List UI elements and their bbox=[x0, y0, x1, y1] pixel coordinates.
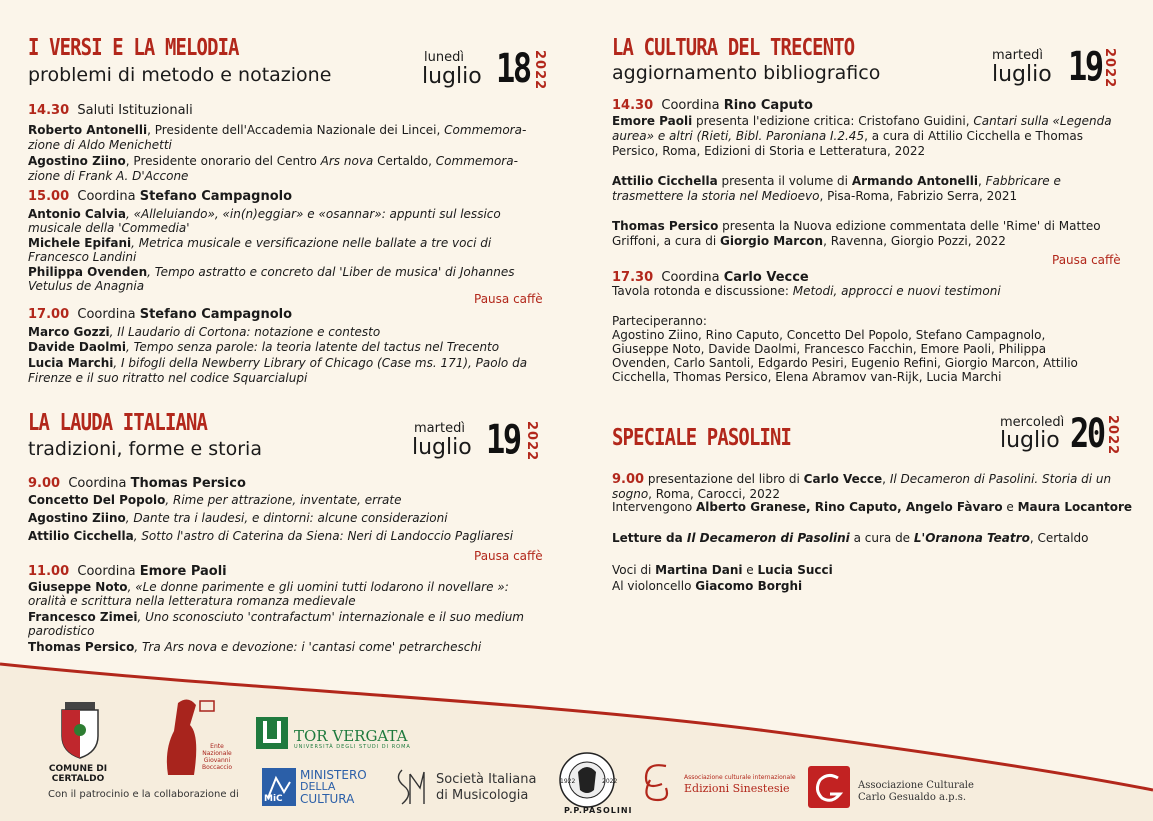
talk: Thomas Persico presenta la Nuova edizione commentata delle 'Rime' di Matteo bbox=[612, 219, 1101, 233]
month: luglio bbox=[422, 64, 482, 89]
gesualdo-line1: Associazione Culturale bbox=[858, 780, 974, 791]
gesualdo-line2: Carlo Gesualdo a.p.s. bbox=[858, 792, 967, 803]
shield-icon bbox=[50, 700, 110, 760]
talk-cont: parodistico bbox=[28, 624, 95, 638]
ente-boccaccio-logo bbox=[160, 695, 240, 780]
mic-label: MiC bbox=[264, 794, 283, 804]
weekday: lunedì bbox=[424, 50, 464, 65]
session-header: 17.00 Coordina Stefano Campagnolo bbox=[28, 307, 293, 322]
section-subtitle: problemi di metodo e notazione bbox=[28, 64, 332, 86]
ente-label: Ente Nazionale Giovanni Boccaccio bbox=[202, 743, 232, 771]
talk: Antonio Calvia, «Alleluiando», «in(n)eggiar» e «osannar»: appunti sul lessico bbox=[28, 207, 501, 221]
weekday: martedì bbox=[992, 48, 1043, 63]
sim-line1: Società Italiana bbox=[436, 772, 537, 787]
voices: Voci di Martina Dani e Lucia Succi bbox=[612, 563, 833, 577]
talk: Attilio Cicchella presenta il volume di Armando Antonelli, Fabbricare e bbox=[612, 174, 1061, 188]
talk: Concetto Del Popolo, Rime per attrazione, inventate, errate bbox=[28, 493, 402, 507]
section-subtitle: aggiornamento bibliografico bbox=[612, 62, 881, 84]
talk: Giuseppe Noto, «Le donne parimente e gli uomini tutti lodarono il novellare »: bbox=[28, 580, 509, 594]
section-title: LA CULTURA DEL TRECENTO bbox=[612, 35, 855, 61]
day-number: 19 bbox=[1068, 44, 1102, 90]
participants-line: Agostino Ziino, Rino Caputo, Concetto Del Popolo, Stefano Campagnolo, bbox=[612, 328, 1046, 342]
coffee-break: Pausa caffè bbox=[474, 549, 543, 563]
section-title: SPECIALE PASOLINI bbox=[612, 425, 792, 451]
talk-cont: Vetulus de Anagnia bbox=[28, 279, 145, 293]
talk-cont: trasmettere la storia nel Medioevo, Pisa-Roma, Fabrizio Serra, 2021 bbox=[612, 189, 1018, 203]
talk: Roberto Antonelli, Presidente dell'Accademia Nazionale dei Lincei, Commemora- bbox=[28, 123, 527, 137]
participants-line: Ovenden, Carlo Santoli, Edgardo Pesiri, Eugenio Refini, Giorgio Marcon, Attilio bbox=[612, 356, 1078, 370]
year: 2022 bbox=[524, 421, 539, 462]
talk-cont: aurea» e altri (Rieti, Bibl. Paroniana I.2.45, a cura di Attilio Cicchella e Thomas bbox=[612, 129, 1084, 143]
talk: Francesco Zimei, Uno sconosciuto 'contrafactum' internazionale e il suo medium bbox=[28, 610, 524, 624]
ministero-line2: DELLA bbox=[300, 780, 336, 793]
coffee-break: Pausa caffè bbox=[1052, 253, 1121, 267]
month: luglio bbox=[412, 435, 472, 460]
talk: Attilio Cicchella, Sotto l'astro di Caterina da Siena: Neri di Landoccio Pagliaresi bbox=[28, 529, 514, 543]
month: luglio bbox=[1000, 428, 1060, 453]
reading: Letture da Il Decameron di Pasolini a cura de L'Oranona Teatro, Certaldo bbox=[612, 531, 1089, 545]
talk-cont: Tavola rotonda e discussione: Metodi, approcci e nuovi testimoni bbox=[612, 284, 1001, 298]
talk: Lucia Marchi, I bifogli della Newberry Library of Chicago (Case ms. 171), Paolo da bbox=[28, 356, 528, 370]
session-header: 11.00 Coordina Emore Paoli bbox=[28, 564, 227, 579]
day-number: 20 bbox=[1070, 411, 1104, 457]
coffee-break: Pausa caffè bbox=[474, 292, 543, 306]
ministero-line3: CULTURA bbox=[300, 792, 355, 806]
pasolini-logo bbox=[552, 750, 633, 816]
sinestesie-line1: Associazione culturale internazionale bbox=[684, 774, 796, 781]
pasolini-label: P.P.PASOLINI bbox=[564, 806, 633, 815]
talk: Thomas Persico, Tra Ars nova e devozione: i 'cantasi come' petrarcheschi bbox=[28, 640, 482, 654]
torvergata-sub: UNIVERSITÀ DEGLI STUDI DI ROMA bbox=[294, 744, 411, 750]
ministero-line1: MINISTERO bbox=[300, 768, 367, 782]
talk-cont: sogno, Roma, Carocci, 2022 bbox=[612, 487, 781, 501]
sim-monogram-icon bbox=[392, 768, 428, 808]
talk: Agostino Ziino, Presidente onorario del Centro Ars nova Certaldo, Commemora- bbox=[28, 154, 518, 168]
participants-heading: Parteciperanno: bbox=[612, 314, 707, 328]
session-header: 9.00 Coordina Thomas Persico bbox=[28, 476, 246, 491]
section-title: LA LAUDA ITALIANA bbox=[28, 410, 208, 436]
tor-vergata-icon bbox=[256, 717, 288, 749]
participants-line: Cicchella, Thomas Persico, Elena Abramov van-Rijk, Lucia Marchi bbox=[612, 370, 1002, 384]
pasolini-year-start: 1922 bbox=[560, 778, 576, 785]
talk-cont: Griffoni, a cura di Giorgio Marcon, Ravenna, Giorgio Pozzi, 2022 bbox=[612, 234, 1006, 248]
torvergata-name: TOR VERGATA bbox=[294, 727, 408, 745]
sim-line2: di Musicologia bbox=[436, 788, 529, 803]
talk: Philippa Ovenden, Tempo astratto e concreto dal 'Liber de musica' di Johannes bbox=[28, 265, 515, 279]
talk: Agostino Ziino, Dante tra i laudesi, e dintorni: alcune considerazioni bbox=[28, 511, 448, 525]
patronage-text: Con il patrocinio e la collaborazione di bbox=[48, 789, 239, 800]
sinestesie-monogram-icon bbox=[636, 760, 680, 806]
year: 2022 bbox=[532, 50, 547, 91]
talk-cont: Persico, Roma, Edizioni di Storia e Letteratura, 2022 bbox=[612, 144, 926, 158]
certaldo-logo bbox=[40, 700, 120, 784]
sinestesie-line2: Edizioni Sinestesie bbox=[684, 782, 790, 795]
cello: Al violoncello Giacomo Borghi bbox=[612, 579, 803, 593]
talk: Marco Gozzi, Il Laudario di Cortona: notazione e contesto bbox=[28, 325, 381, 339]
section-title: I VERSI E LA MELODIA bbox=[28, 35, 239, 61]
talk: Davide Daolmi, Tempo senza parole: la teoria latente del tactus nel Trecento bbox=[28, 340, 500, 354]
talk: 9.00 presentazione del libro di Carlo Vecce, Il Decameron di Pasolini. Storia di un bbox=[612, 472, 1112, 487]
talk-cont: musicale della 'Commedia' bbox=[28, 221, 190, 235]
talk-cont: zione di Frank A. D'Accone bbox=[28, 169, 189, 183]
talk-cont: Firenze e il suo ritratto nel codice Squarcialupi bbox=[28, 371, 308, 385]
month: luglio bbox=[992, 62, 1052, 87]
pasolini-year-end: 2022 bbox=[602, 778, 618, 785]
day-number: 19 bbox=[486, 417, 520, 463]
certaldo-label: COMUNE DI CERTALDO bbox=[48, 764, 108, 784]
talk: Emore Paoli presenta l'edizione critica: Cristofano Guidini, Cantari sulla «Legenda bbox=[612, 114, 1112, 128]
participants-line: Giuseppe Noto, Davide Daolmi, Francesco Facchin, Emore Paoli, Philippa bbox=[612, 342, 1047, 356]
weekday: martedì bbox=[414, 421, 465, 436]
talk-cont: Intervengono Alberto Granese, Rino Caputo, Angelo Fàvaro e Maura Locantore bbox=[612, 500, 1133, 514]
year: 2022 bbox=[1102, 48, 1117, 89]
gesualdo-icon bbox=[808, 766, 850, 808]
year: 2022 bbox=[1105, 415, 1120, 456]
talk-cont: oralità e scrittura nella letteratura romanza medievale bbox=[28, 594, 356, 608]
day-number: 18 bbox=[496, 46, 530, 92]
section-subtitle: tradizioni, forme e storia bbox=[28, 438, 262, 460]
talk: Michele Epifani, Metrica musicale e versificazione nelle ballate a tre voci di bbox=[28, 236, 492, 250]
session-header: 17.30 Coordina Carlo Vecce bbox=[612, 270, 809, 285]
weekday: mercoledì bbox=[1000, 415, 1065, 430]
session-header: 14.30 Saluti Istituzionali bbox=[28, 103, 193, 118]
session-header: 14.30 Coordina Rino Caputo bbox=[612, 98, 813, 113]
talk-cont: zione di Aldo Menichetti bbox=[28, 138, 172, 152]
talk-cont: Francesco Landini bbox=[28, 250, 137, 264]
session-header: 15.00 Coordina Stefano Campagnolo bbox=[28, 189, 293, 204]
